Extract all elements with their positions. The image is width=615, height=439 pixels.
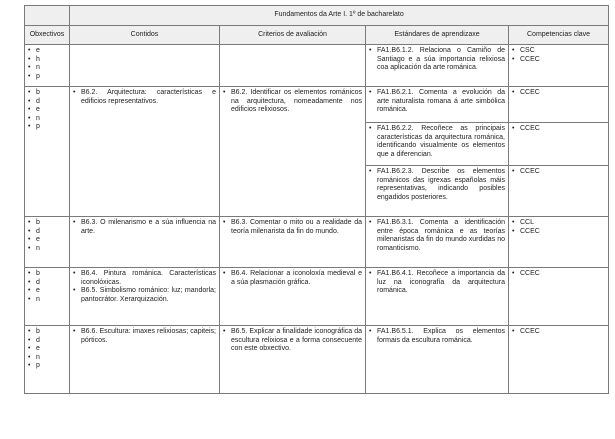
bullet-item	[28, 56, 66, 65]
bullet-text: e	[36, 345, 40, 353]
bullet-icon: •	[28, 270, 31, 277]
bullet-icon: •	[512, 89, 515, 96]
criteria-cell	[220, 45, 366, 87]
bullet-text: B6.3. O milenarismo e a súa influencia na arte.	[81, 219, 216, 235]
bullet-item	[369, 328, 505, 345]
bullet-icon: •	[28, 64, 31, 72]
standard-cell	[366, 326, 509, 394]
bullet-icon: •	[28, 55, 31, 63]
contents-cell	[70, 268, 220, 326]
bullet-icon: •	[512, 125, 515, 132]
bullet-icon: •	[28, 244, 31, 252]
bullet-icon: •	[223, 89, 226, 96]
bullet-text: n	[36, 295, 40, 303]
bullet-item	[73, 270, 216, 287]
bullet-item	[512, 125, 605, 134]
bullet-item	[28, 345, 66, 354]
bullet-text: e	[36, 106, 40, 114]
bullet-item	[28, 64, 66, 73]
bullet-icon: •	[512, 55, 515, 63]
bullet-text: B6.2. Arquitectura: características e edificios representativos.	[81, 89, 216, 105]
bullet-icon: •	[73, 270, 76, 277]
criteria-cell	[220, 326, 366, 394]
bullet-text: B6.3. Comentar o mito ou a realidade da teoría milenarista da fin do mundo.	[231, 219, 362, 235]
bullet-text: n	[36, 114, 40, 122]
bullet-text: p	[36, 72, 40, 80]
bullet-item	[512, 328, 605, 337]
bullet-text: d	[36, 336, 40, 344]
bullet-item	[28, 328, 66, 337]
bullet-text: e	[36, 47, 40, 54]
bullet-item	[512, 219, 605, 228]
bullet-text: p	[36, 362, 40, 370]
bullet-icon: •	[28, 353, 31, 361]
bullet-item	[369, 47, 505, 73]
bullet-icon: •	[28, 227, 31, 235]
objectives-cell	[25, 45, 70, 87]
objectives-cell	[25, 87, 70, 217]
bullet-icon: •	[28, 114, 31, 122]
bullet-text: B6.4. Relacionar a iconoloxía medieval e a súa plasmación gráfica.	[231, 270, 362, 286]
table-title: Fundamentos da Arte I. 1º de bacharelato	[70, 6, 609, 26]
bullet-icon: •	[73, 287, 76, 295]
contents-cell	[70, 87, 220, 217]
bullet-icon: •	[28, 97, 31, 105]
bullet-icon: •	[73, 328, 76, 335]
bullet-item	[73, 89, 216, 106]
bullet-item	[28, 98, 66, 107]
bullet-icon: •	[512, 227, 515, 235]
bullet-item	[28, 73, 66, 82]
bullet-text: n	[36, 244, 40, 252]
standard-text: FA1.B6.4.1. Recoñece a importancia da luz na iconografía da arquitectura románica.	[377, 270, 505, 295]
bullet-text: B6.4. Pintura románica. Características iconolóxicas.	[81, 270, 216, 286]
bullet-icon: •	[28, 295, 31, 303]
bullet-item	[512, 89, 605, 98]
criteria-cell	[220, 217, 366, 268]
standard-cell	[366, 268, 509, 326]
bullet-text: CCEC	[520, 270, 540, 277]
standard-cell	[366, 217, 509, 268]
standard-cell	[366, 45, 509, 87]
bullet-item	[512, 168, 605, 177]
bullet-text: B6.5. Explicar a finalidade iconográfica da escultura relixiosa e a forma consecuente con este obxectivo.	[231, 328, 362, 353]
bullet-item	[512, 228, 605, 237]
bullet-text: CCEC	[520, 89, 540, 96]
bullet-icon: •	[369, 270, 372, 277]
header-standards: Estándares de aprendizaxe	[366, 26, 509, 45]
bullet-item	[28, 279, 66, 288]
bullet-icon: •	[369, 89, 372, 96]
bullet-icon: •	[28, 47, 31, 54]
bullet-text: CCEC	[520, 55, 540, 63]
competencies-cell	[509, 166, 609, 217]
standard-cell	[366, 123, 509, 166]
bullet-text: d	[36, 227, 40, 235]
bullet-text: B6.5. Simbolismo románico: luz; mandorla; pantocrátor. Xerarquización.	[81, 287, 216, 303]
bullet-text: B6.2. Identificar os elementos románicos na arquitectura, nomeadamente nos edificios relixiosos.	[231, 89, 362, 114]
bullet-icon: •	[512, 47, 515, 54]
bullet-item	[28, 47, 66, 56]
bullet-text: CCEC	[520, 227, 540, 235]
bullet-icon: •	[369, 47, 372, 54]
table-row	[25, 326, 609, 394]
header-contents: Contidos	[70, 26, 220, 45]
bullet-item	[28, 362, 66, 371]
bullet-text: d	[36, 278, 40, 286]
bullet-item	[512, 56, 605, 65]
bullet-item	[223, 219, 362, 236]
bullet-item	[28, 354, 66, 363]
bullet-text: d	[36, 97, 40, 105]
bullet-icon: •	[28, 336, 31, 344]
bullet-item	[28, 219, 66, 228]
bullet-item	[28, 115, 66, 124]
bullet-icon: •	[73, 89, 76, 96]
competencies-cell	[509, 87, 609, 123]
bullet-text: b	[36, 219, 40, 226]
bullet-text: b	[36, 270, 40, 277]
bullet-item	[28, 296, 66, 305]
bullet-icon: •	[369, 125, 372, 132]
table-row	[25, 45, 609, 87]
bullet-item	[223, 270, 362, 287]
standard-text: FA1.B6.5.1. Explica os elementos formais da escultura románica.	[377, 328, 505, 344]
bullet-text: B6.6. Escultura: imaxes relixiosas; capiteis; pórticos.	[81, 328, 216, 344]
bullet-item	[369, 89, 505, 115]
bullet-text: n	[36, 353, 40, 361]
bullet-text: CCL	[520, 219, 535, 226]
bullet-item	[73, 328, 216, 345]
bullet-item	[73, 287, 216, 304]
bullet-item	[28, 287, 66, 296]
bullet-text: n	[36, 64, 40, 72]
bullet-text: b	[36, 328, 40, 335]
bullet-icon: •	[28, 106, 31, 114]
bullet-icon: •	[28, 362, 31, 370]
table-row	[25, 217, 609, 268]
header-criteria: Criterios de avaliación	[220, 26, 366, 45]
bullet-item	[28, 245, 66, 254]
bullet-icon: •	[369, 219, 372, 226]
bullet-icon: •	[28, 328, 31, 335]
objectives-cell	[25, 326, 70, 394]
bullet-icon: •	[28, 236, 31, 244]
bullet-item	[369, 219, 505, 253]
competencies-cell	[509, 268, 609, 326]
table-row	[25, 87, 609, 123]
standard-cell	[366, 166, 509, 217]
contents-cell	[70, 217, 220, 268]
header-objectives: Obxectivos	[25, 26, 70, 45]
curriculum-table	[24, 5, 609, 394]
standard-text: FA1.B6.1.2. Relaciona o Camiño de Santiago e a súa importancia relixiosa coa aplicación da arte románica.	[377, 47, 505, 72]
standard-text: FA1.B6.2.3. Describe os elementos románicos das igrexas españolas máis representativas, indicando posibles engadidos posteriores.	[377, 168, 505, 201]
bullet-text: b	[36, 89, 40, 96]
bullet-icon: •	[28, 89, 31, 96]
table-row	[25, 268, 609, 326]
bullet-item	[28, 123, 66, 132]
bullet-item	[512, 270, 605, 279]
bullet-text: p	[36, 123, 40, 131]
bullet-item	[28, 89, 66, 98]
bullet-icon: •	[512, 219, 515, 226]
bullet-icon: •	[369, 328, 372, 335]
competencies-cell	[509, 326, 609, 394]
competencies-cell	[509, 217, 609, 268]
bullet-text: CCEC	[520, 125, 540, 132]
bullet-icon: •	[28, 287, 31, 295]
criteria-cell	[220, 87, 366, 217]
objectives-cell	[25, 217, 70, 268]
standard-text: FA1.B6.2.1. Comenta a evolución da arte naturalista romana á arte simbólica románica.	[377, 89, 505, 114]
bullet-text: CSC	[520, 47, 535, 54]
bullet-item	[28, 337, 66, 346]
contents-cell	[70, 45, 220, 87]
standard-text: FA1.B6.2.2. Recoñece as principais características da arquitectura románica, identificando visualmente os elementos que a diferencian.	[377, 125, 505, 158]
bullet-icon: •	[28, 72, 31, 80]
bullet-item	[369, 270, 505, 296]
bullet-text: e	[36, 236, 40, 244]
bullet-item	[28, 228, 66, 237]
bullet-item	[28, 106, 66, 115]
bullet-icon: •	[28, 219, 31, 226]
bullet-icon: •	[28, 278, 31, 286]
bullet-icon: •	[369, 168, 372, 175]
table-corner	[25, 6, 70, 26]
bullet-icon: •	[223, 328, 226, 335]
bullet-item	[73, 219, 216, 236]
bullet-item	[223, 328, 362, 354]
competencies-cell	[509, 123, 609, 166]
bullet-item	[512, 47, 605, 56]
bullet-item	[223, 89, 362, 115]
competencies-cell	[509, 45, 609, 87]
bullet-text: CCEC	[520, 328, 540, 335]
bullet-icon: •	[512, 270, 515, 277]
objectives-cell	[25, 268, 70, 326]
header-competencies: Competencias clave	[509, 26, 609, 45]
bullet-icon: •	[28, 123, 31, 131]
bullet-icon: •	[223, 270, 226, 277]
criteria-cell	[220, 268, 366, 326]
contents-cell	[70, 326, 220, 394]
bullet-icon: •	[73, 219, 76, 226]
bullet-icon: •	[28, 345, 31, 353]
bullet-text: CCEC	[520, 168, 540, 175]
bullet-text: e	[36, 287, 40, 295]
bullet-item	[369, 168, 505, 202]
bullet-icon: •	[223, 219, 226, 226]
bullet-item	[28, 270, 66, 279]
bullet-icon: •	[512, 328, 515, 335]
standard-cell	[366, 87, 509, 123]
bullet-text: h	[36, 55, 40, 63]
standard-text: FA1.B6.3.1. Comenta a identificación entre época románica e as teorías milenaristas da fin do mundo xurdidas no romanticismo.	[377, 219, 505, 252]
bullet-item	[28, 236, 66, 245]
bullet-item	[369, 125, 505, 159]
bullet-icon: •	[512, 168, 515, 175]
